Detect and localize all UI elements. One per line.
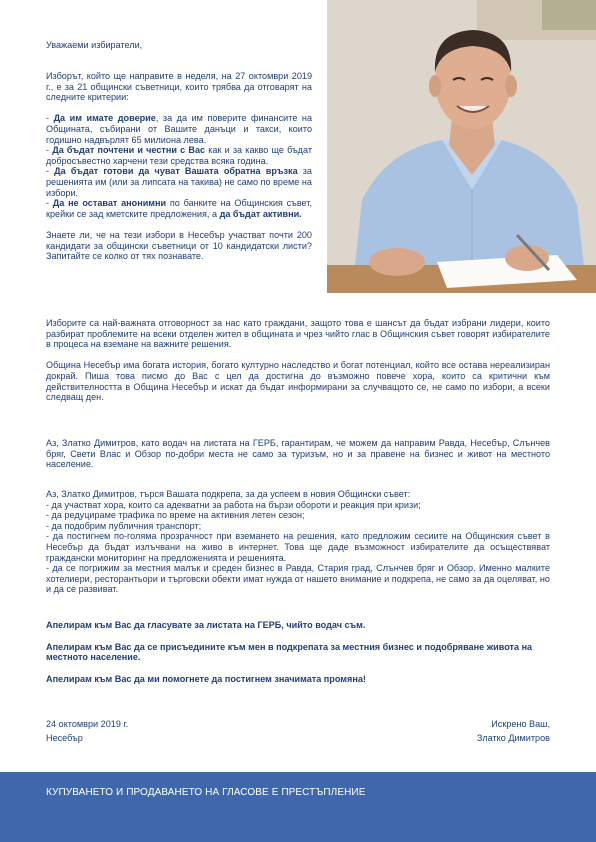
candidate-photo (327, 0, 596, 293)
criterion-bold: Да не остават анонимни (52, 198, 167, 209)
support-section (46, 489, 550, 595)
criterion-text: по банките на Общинския съвет, крейки се зад кметските предложения, а (46, 198, 312, 219)
support-intro: Аз, Златко Димитров, търся Вашата подкрепа, за да успеем в новия Общински съвет: (46, 489, 411, 499)
criterion-4 (46, 198, 312, 219)
criterion-3 (46, 166, 312, 198)
date-place-block (46, 717, 128, 745)
guarantee-text: Аз, Златко Димитров, като водач на листата на ГЕРБ, гарантирам, че можем да направим Равда, Несебър, Слънчев бряг, Свети Влас и Обзор по-добри места не само за туризъм, но и за правене на бизнес и живот на местното население. (46, 438, 550, 470)
paragraph-responsibility: Изборите са най-важната отговорност за нас като граждани, защото това е шансът да бъдат избрани лидери, които разбират проблемите на всеки отделен жител в общината и чрез чийто глас в Общинския съвет говорят избирателите в процеса на вземане на важните решения. (46, 318, 550, 350)
appeal-change: Апелирам към Вас да ми помогнете да постигнем значимата промяна! (46, 673, 366, 684)
paragraph-history: Община Несебър има богата история, богато културно наследство и богат потенциал, който все остава нереализиран докрай. Пиша това писмо до Вас с цел да достигна до възможно повече хора, които са критични към действителността в Община Несебър и искат да бъдат информирани за случващото се, не само по избори, а всеки следващ ден. (46, 360, 550, 403)
appeal-join: Апелирам към Вас да се присъедините към мен в подкрепата за местния бизнес и подобряване живота на местното население. (46, 641, 533, 663)
footer-text: КУПУВАНЕТО И ПРОДАВАНЕТО НА ГЛАСОВЕ Е ПРЕСТЪПЛЕНИЕ (46, 787, 366, 798)
criterion-lead: - (46, 145, 53, 156)
greeting: Уважаеми избиратели, (46, 40, 143, 50)
appeals-section (46, 620, 550, 695)
criterion-bold: Да бъдат готови да чуват Вашата обратна връзка (54, 166, 298, 177)
guarantee-paragraph (46, 438, 550, 480)
question-text: Знаете ли, че на тези избори в Несебър участват почти 200 кандидати за общински съветници от 10 кандидатски листи? Запитайте се колко от тях познавате. (46, 229, 312, 262)
criterion-1 (46, 113, 312, 145)
footer-banner (0, 772, 596, 842)
intro-text: Изборът, който ще направите в неделя, на 27 октомври 2019 г., е за 21 общински съветници, които трябва да отговарят на следните критерии: (46, 71, 312, 103)
intro-column (46, 71, 312, 272)
signature-name: Златко Димитров (476, 733, 550, 743)
criterion-text: , за да им поверите финансите на Общината, събирани от Вашите данъци и такси, които годишно надвърлят 65 милиона лева. (46, 113, 312, 145)
goal-item: - да редуцираме трафика по време на активния летен сезон; (46, 510, 305, 521)
goal-item: - да участват хора, които са адекватни за работа на бързи обороти и реакция при кризи; (46, 499, 421, 510)
goal-item: - да се погрижим за местния малък и среден бизнес в Равда, Стария град, Слънчев бряг и Обзор. Именно малките хотелиери, ресторантьори и търговски обекти имат нужда от нашето внимание и подкрепа, не само за да оцеляват, но и да се развиват. (46, 563, 550, 595)
criterion-text: как и за какво ще бъдат добросъвестно харчени тези средства всяка година. (46, 145, 312, 166)
signature-block (477, 717, 550, 745)
criterion-text: за решенията им (или за липсата на такива) не само по време на избори. (46, 166, 312, 198)
criterion-2 (46, 145, 312, 166)
criterion-lead: - (46, 198, 53, 209)
appeal-vote: Апелирам към Вас да гласувате за листата на ГЕРБ, чийто водач съм. (46, 620, 366, 630)
goal-item: - да постигнем по-голяма прозрачност при вземането на решения, като предложим сесиите на Общинския съвет в Несебър да бъдат излъчвани на живо в интернет. Това ще даде възможност избирателите да осъществяват граждански мониторинг на предложенията и решенията. (46, 531, 550, 563)
closing-phrase: Искрено Ваш, (491, 719, 550, 729)
letter-place: Несебър (46, 733, 83, 743)
criterion-lead: - (46, 166, 55, 177)
body-paragraphs (46, 318, 550, 413)
criterion-lead: - (46, 113, 54, 124)
criterion-bold-end: да бъдат активни. (219, 208, 302, 219)
criterion-bold: Да им имате доверие (53, 113, 156, 124)
letter-date: 24 октомври 2019 г. (46, 719, 129, 729)
criterion-bold: Да бъдат почтени и честни с Вас (52, 145, 206, 156)
goal-item: - да подобрим публичния транспорт; (46, 520, 202, 531)
criteria-list (46, 113, 312, 219)
